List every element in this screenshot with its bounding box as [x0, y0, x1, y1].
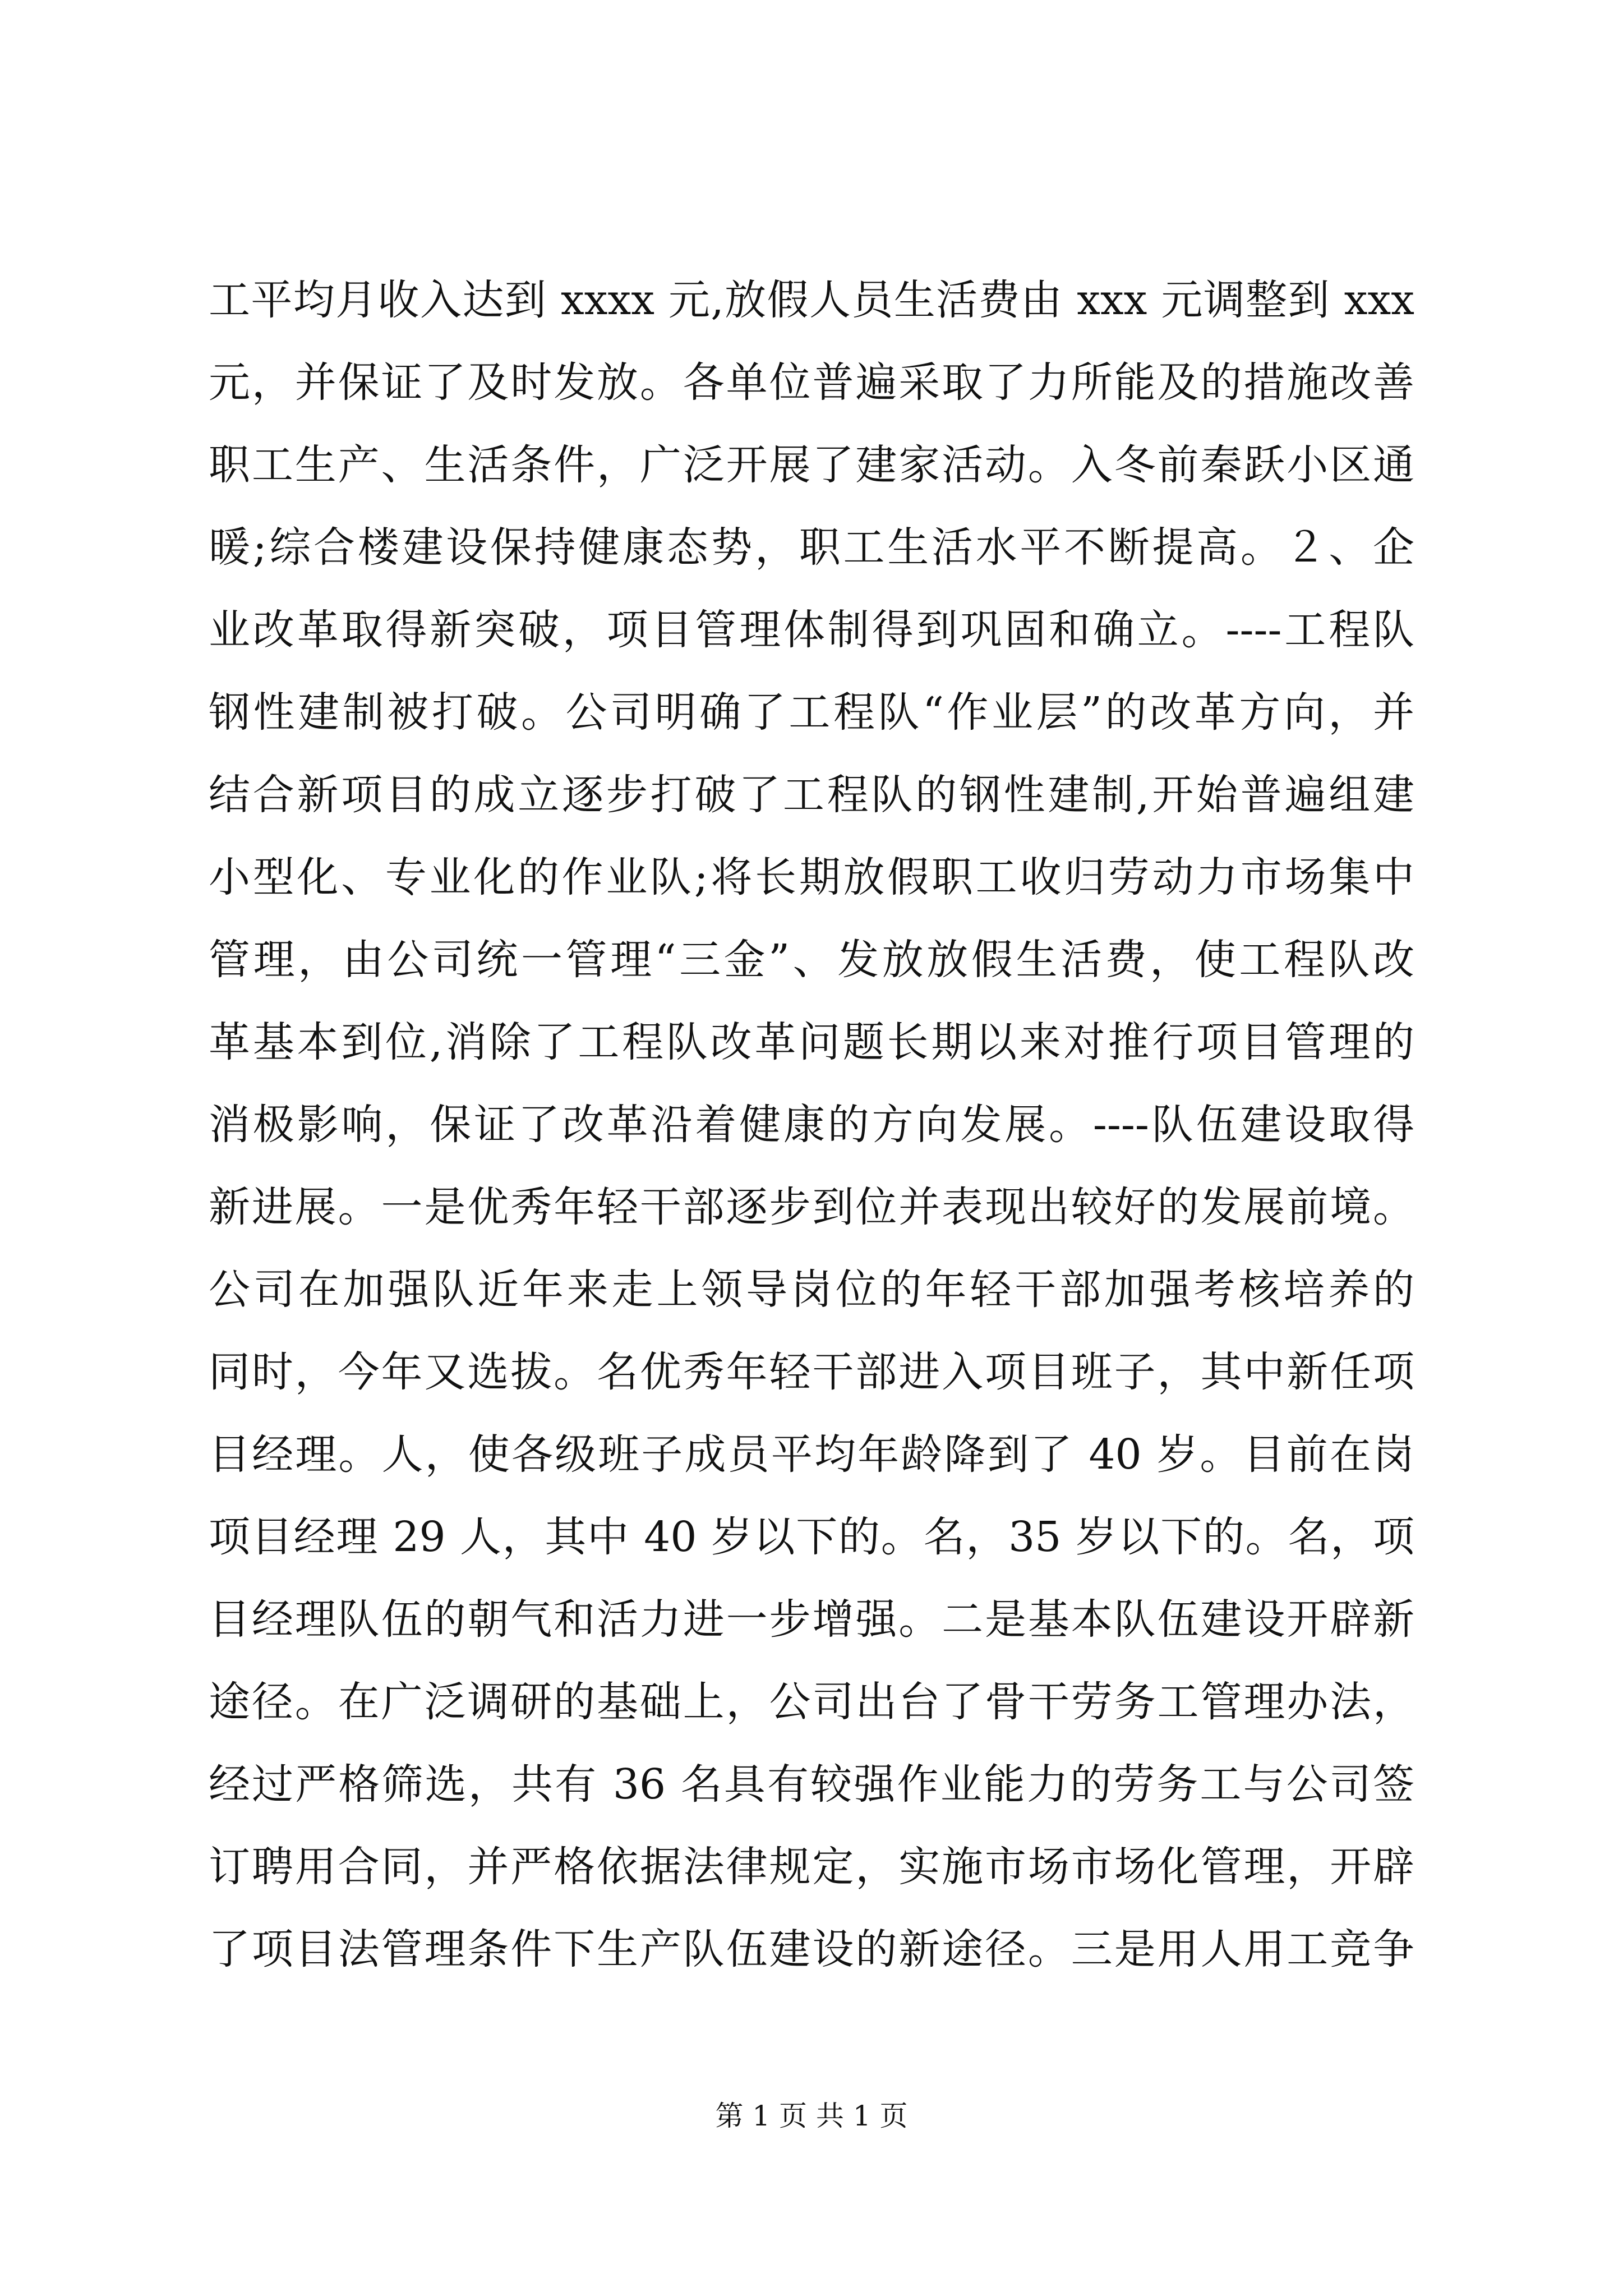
text-line: 元，并保证了及时发放。各单位普遍采取了力所能及的措施改善: [209, 358, 1414, 407]
text-line: 目经理队伍的朝气和活力进一步增强。二是基本队伍建设开辟新: [209, 1595, 1414, 1644]
text-line: 革基本到位,消除了工程队改革问题长期以来对推行项目管理的: [209, 1018, 1414, 1066]
text-line: 了项目法管理条件下生产队伍建设的新途径。三是用人用工竞争: [209, 1925, 1414, 1973]
text-line: 途径。在广泛调研的基础上，公司出台了骨干劳务工管理办法，: [209, 1678, 1414, 1726]
text-line: 项目经理 29 人，其中 40 岁以下的。名，35 岁以下的。名，项: [209, 1513, 1414, 1561]
text-line: 结合新项目的成立逐步打破了工程队的钢性建制,开始普遍组建: [209, 771, 1414, 819]
text-line: 公司在加强队近年来走上领导岗位的年轻干部加强考核培养的: [209, 1266, 1414, 1314]
document-body: [209, 259, 1414, 1991]
text-line: 管理，由公司统一管理“三金”、发放放假生活费，使工程队改: [209, 936, 1414, 984]
text-line: 钢性建制被打破。公司明确了工程队“作业层”的改革方向，并: [209, 688, 1414, 737]
text-line: 经过严格筛选，共有 36 名具有较强作业能力的劳务工与公司签: [209, 1760, 1414, 1809]
text-line: 消极影响，保证了改革沿着健康的方向发展。----队伍建设取得: [209, 1101, 1414, 1149]
text-line: 目经理。人，使各级班子成员平均年龄降到了 40 岁。目前在岗: [209, 1430, 1414, 1479]
text-line: 职工生产、生活条件，广泛开展了建家活动。入冬前秦跃小区通: [209, 441, 1414, 489]
text-line: 工平均月收入达到 xxxx 元,放假人员生活费由 xxx 元调整到 xxx: [209, 276, 1414, 324]
text-line: 订聘用合同，并严格依据法律规定，实施市场市场化管理，开辟: [209, 1843, 1414, 1891]
text-line: 新进展。一是优秀年轻干部逐步到位并表现出较好的发展前境。: [209, 1183, 1414, 1231]
text-line: 业改革取得新突破，项目管理体制得到巩固和确立。----工程队: [209, 606, 1414, 654]
page-number-footer: 第 1 页 共 1 页: [715, 2100, 908, 2132]
text-line: 暖;综合楼建设保持健康态势，职工生活水平不断提高。２、企: [209, 523, 1414, 572]
text-line: 同时，今年又选拔。名优秀年轻干部进入项目班子，其中新任项: [209, 1348, 1414, 1396]
text-line: 小型化、专业化的作业队;将长期放假职工收归劳动力市场集中: [209, 853, 1414, 901]
